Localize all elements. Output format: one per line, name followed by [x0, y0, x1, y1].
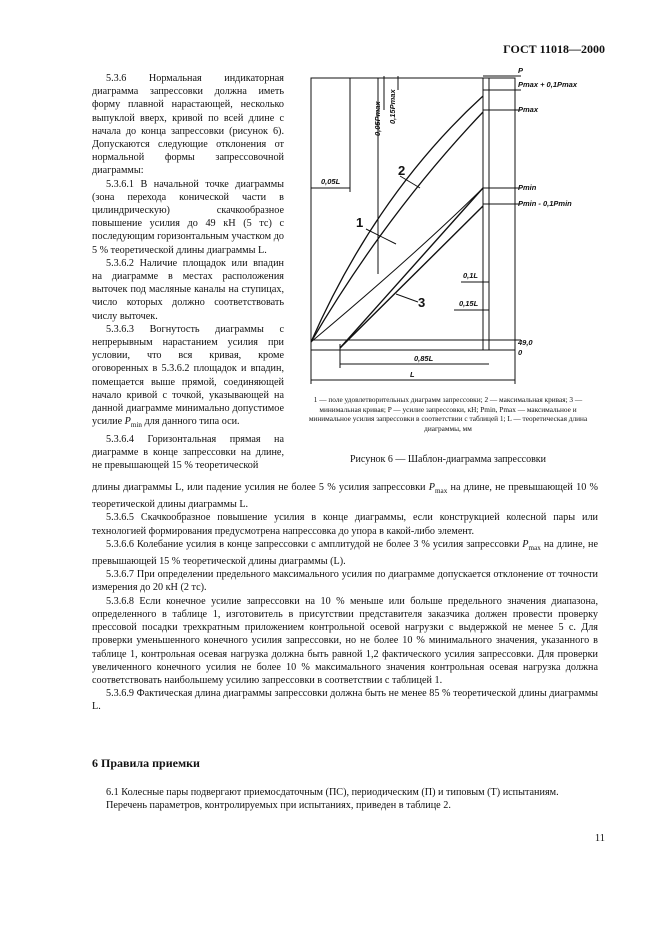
curve-label-1: 1 [356, 215, 364, 230]
paragraph: 6.1 Колесные пары подвергают приемосдаточным (ПС), периодическим (П) и типовым (Т) испытаниям. [106, 787, 559, 798]
document-header: ГОСТ 11018—2000 [503, 42, 605, 56]
paragraph: 5.3.6.3 Вогнутость диаграммы с непрерывным нарастанием усилия при условии, что вся кривая, кроме оговоренных в 5.3.6.2 площадок и впадин, помещается выше прямой, соединяющей начало кривой с точкой, указывающей на данной диаграмме минимально допустимое усилие $P_{min}$ для данного типа оси. [92, 323, 284, 430]
label-pmax-plus: Pmax + 0,1Pmax [518, 80, 578, 89]
paragraph: 5.3.6.1 В начальной точке диаграммы (зона перехода конической части в цилиндрическую) скачкообразное повышение усилия до 49 кН (5 тс) с последующим горизонтальным участком до 5 % теоретической длины диаграммы L. [92, 178, 284, 256]
page-number: 11 [594, 833, 605, 844]
press-fit-diagram [296, 64, 601, 394]
label-0-1l: 0,1L [463, 271, 479, 280]
label-0-85l: 0,85L [414, 354, 434, 363]
label-pmin-minus: Pmin - 0,1Pmin [518, 199, 572, 208]
label-p: P [518, 66, 524, 75]
section-text [92, 786, 598, 812]
paragraph: длины диаграммы L, или падение усилия не более 5 % усилия запрессовки $P_{max}$ на длине, не превышающей 10 % теоретической длины диаграммы L. [92, 482, 598, 511]
label-l: L [410, 370, 415, 379]
section-title: 6 Правила приемки [92, 756, 200, 770]
paragraph: 5.3.6.4 Горизонтальная прямая на диаграмме в конце запрессовки на длине, не превышающей 15 % теоретической [92, 433, 284, 471]
paragraph: 5.3.6.7 При определении предельного максимального усилия по диаграмме допускается отклонение от точности измерения до 20 кН (2 тс). [92, 569, 598, 594]
full-width-text [92, 481, 598, 714]
curve-label-3: 3 [418, 295, 426, 310]
paragraph: 5.3.6.6 Колебание усилия в конце запрессовки с амплитудой не более 3 % усилия запрессовки $P_{max}$ на длине, не превышающей 15 % теоретической длины диаграммы (L). [92, 538, 598, 568]
label-pmin: Pmin [518, 183, 537, 192]
paragraph: 5.3.6.8 Если конечное усилие запрессовки на 10 % меньше или больше предельного значения диапазона, определенного в таблице 1, изготовитель в присутствии представителя заказчика должен провести проверку прессовой посадки трехкратным приложением контрольной осевой нагрузки с выдержкой не менее 5 с. Для проверки уменьшенного конечного усилия запрессовки, но не более 10 % минимального значения, указанного в таблице 1, контрольная осевая нагрузка должна быть равной 1,2 фактического усилия запрессовки. Для проверки увеличенного конечного усилия не более 10 % максимального значения контрольная осевая нагрузка должна соответствовать наибольшему усилию запрессовки в соответствии с таблицей 1. [92, 595, 598, 686]
curve-max-upper [311, 96, 483, 342]
curve-label-2: 2 [398, 163, 406, 178]
label-0-05pmax: 0,05Pmax [373, 101, 382, 136]
paragraph: 5.3.6.9 Фактическая длина диаграммы запрессовки должна быть не менее 85 % теоретической длины диаграммы L. [92, 688, 598, 713]
paragraph: 5.3.6.2 Наличие площадок или впадин на диаграмме в местах расположения выточек под масляные каналы на ступицах, число которых должно соответствовать числу выточек. [92, 257, 284, 322]
left-text-column [92, 72, 284, 472]
paragraph: 5.3.6 Нормальная индикаторная диаграмма запрессовки должна иметь форму плавной нарастающей, несколько выпуклой вверх, кривой по всей длине с начала до конца запрессовки (рисунок 6). Допускаются следующие отклонения от нормальной формы запрессовочной диаграммы: [92, 73, 284, 177]
label-49: 49,0 [518, 338, 533, 347]
diagram-frame [311, 78, 515, 350]
label-pmax: Pmax [518, 105, 539, 114]
figure-caption: Рисунок 6 — Шаблон-диаграмма запрессовки [349, 454, 546, 465]
figure-legend: 1 — поле удовлетворительных диаграмм запрессовки; 2 — максимальная кривая; 3 — минимальная кривая; P — усилие запрессовки, кН; Pmin, Pmax — максимальное и минимальное усилия запрессовки в соответствии с таблицей 1; L — теоретическая длина диаграммы, мм [308, 395, 588, 433]
label-zero: 0 [518, 348, 523, 357]
curve-field-inner [311, 188, 483, 342]
label-0-15l: 0,15L [459, 299, 479, 308]
curve-max [311, 112, 483, 342]
paragraph: 5.3.6.5 Скачкообразное повышение усилия в конце диаграммы, если конструкцией колесной пары или технологией формирования предусмотрена напрессовка до упора в какой-либо элемент. [92, 512, 598, 537]
paragraph: Перечень параметров, контролируемых при испытаниях, приведен в таблице 2. [106, 800, 451, 812]
label-0-15pmax: 0,15Pmax [388, 89, 397, 124]
curve-min [340, 188, 483, 348]
label-0-05l: 0,05L [321, 177, 341, 186]
